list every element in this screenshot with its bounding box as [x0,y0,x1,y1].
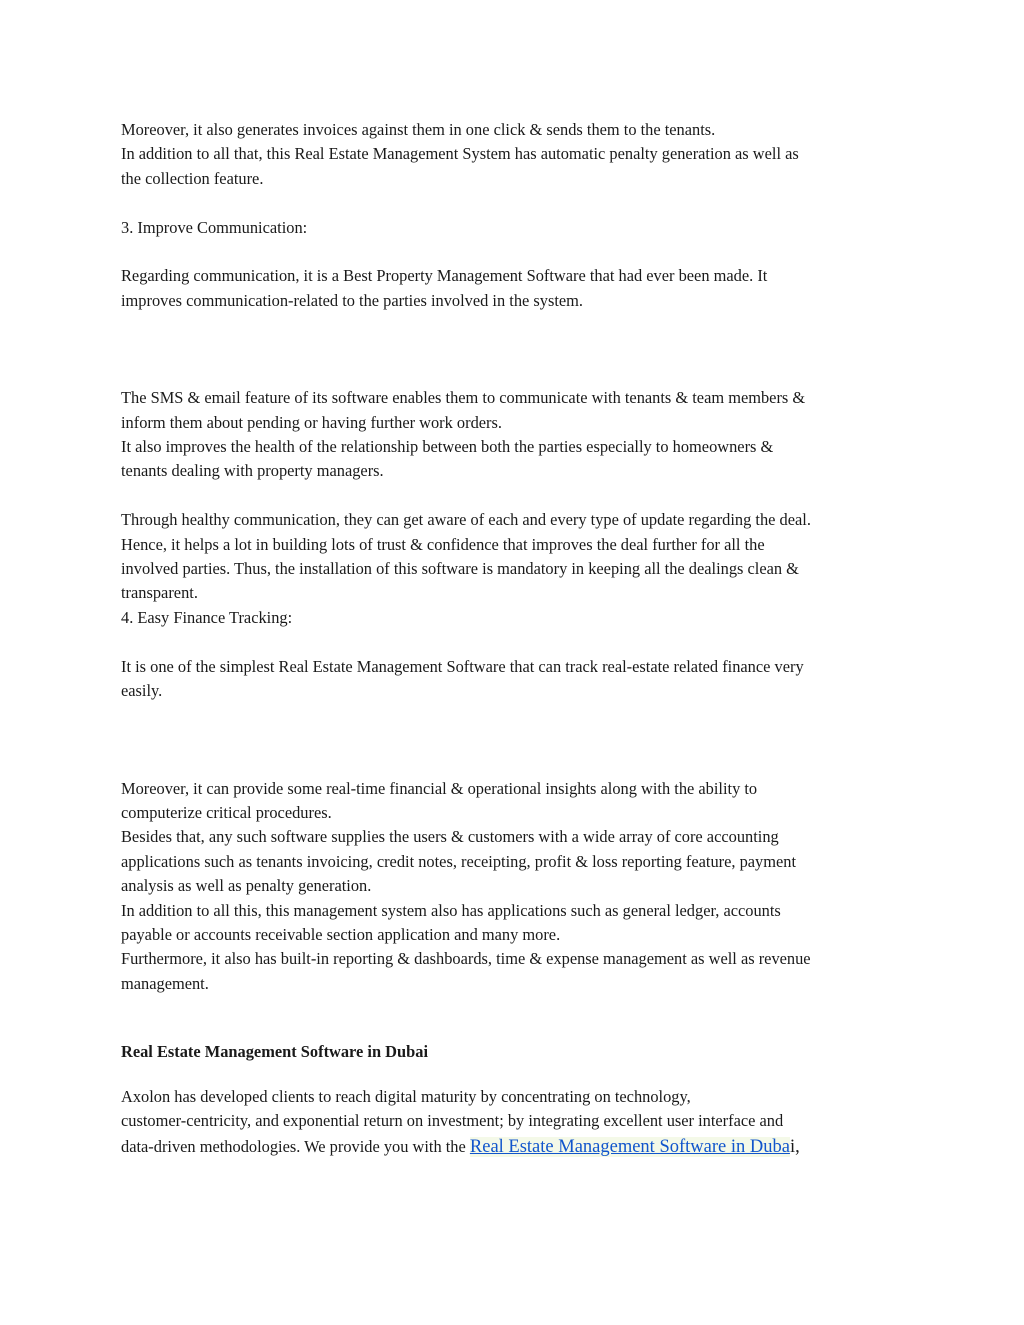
paragraph-line: In addition to all this, this management system also has applications such as general ledger, accounts [121,900,781,920]
paragraph-line: Axolon has developed clients to reach digital maturity by concentrating on technology, [121,1086,691,1106]
paragraph-line: tenants dealing with property managers. [121,461,384,481]
paragraph-line: the collection feature. [121,168,264,188]
document-page [121,118,911,1160]
paragraph-line: management. [121,973,209,993]
paragraph-line: applications such as tenants invoicing, credit notes, receipting, profit & loss reporting feature, payment [121,851,797,871]
paragraph-line: Through healthy communication, they can get aware of each and every type of update regarding the deal. [121,510,811,530]
paragraph-line: payable or accounts receivable section application and many more. [121,924,561,944]
paragraph-line: involved parties. Thus, the installation of this software is mandatory in keeping all the dealings clean & [121,559,799,579]
link-suffix-text: i, [789,1137,800,1158]
paragraph-line: customer-centricity, and exponential return on investment; by integrating excellent user interface and [121,1110,784,1130]
section-title-easy-finance-tracking: 4. Easy Finance Tracking: [121,607,293,627]
paragraph-line: In addition to all that, this Real Estate Management System has automatic penalty generation as well as [121,144,799,164]
paragraph-line: analysis as well as penalty generation. [121,876,372,896]
paragraph-line: Hence, it helps a lot in building lots of trust & confidence that improves the deal further for all the [121,534,765,554]
paragraph-line: Regarding communication, it is a Best Property Management Software that had ever been made. It [121,266,768,286]
paragraph-line: easily. [121,681,163,700]
paragraph-line: computerize critical procedures. [121,802,332,822]
paragraph-line: transparent. [121,583,198,603]
paragraph-line: The SMS & email feature of its software enables them to communicate with tenants & team members & [121,388,806,408]
paragraph-line: Moreover, it also generates invoices against them in one click & sends them to the tenants. [121,120,716,139]
section-heading: Real Estate Management Software in Dubai [121,1042,428,1062]
paragraph-line: Moreover, it can provide some real-time financial & operational insights along with the ability to [121,778,758,798]
paragraph-line: improves communication-related to the parties involved in the system. [121,290,584,310]
section-title-improve-communication: 3. Improve Communication: [121,217,308,237]
paragraph-line: Besides that, any such software supplies the users & customers with a wide array of core accounting [121,827,779,847]
paragraph-line-with-link [121,1135,911,1159]
paragraph-line: It also improves the health of the relationship between both the parties especially to homeowners & [121,437,774,457]
paragraph-line: inform them about pending or having further work orders. [121,412,502,432]
real-estate-software-link[interactable]: Real Estate Management Software in Duba [469,1137,790,1158]
link-prefix-text: data-driven methodologies. We provide you with the [121,1137,470,1157]
paragraph-line: Furthermore, it also has built-in reporting & dashboards, time & expense management as well as revenue [121,949,811,969]
paragraph-line: It is one of the simplest Real Estate Management Software that can track real-estate related finance very [121,656,804,676]
